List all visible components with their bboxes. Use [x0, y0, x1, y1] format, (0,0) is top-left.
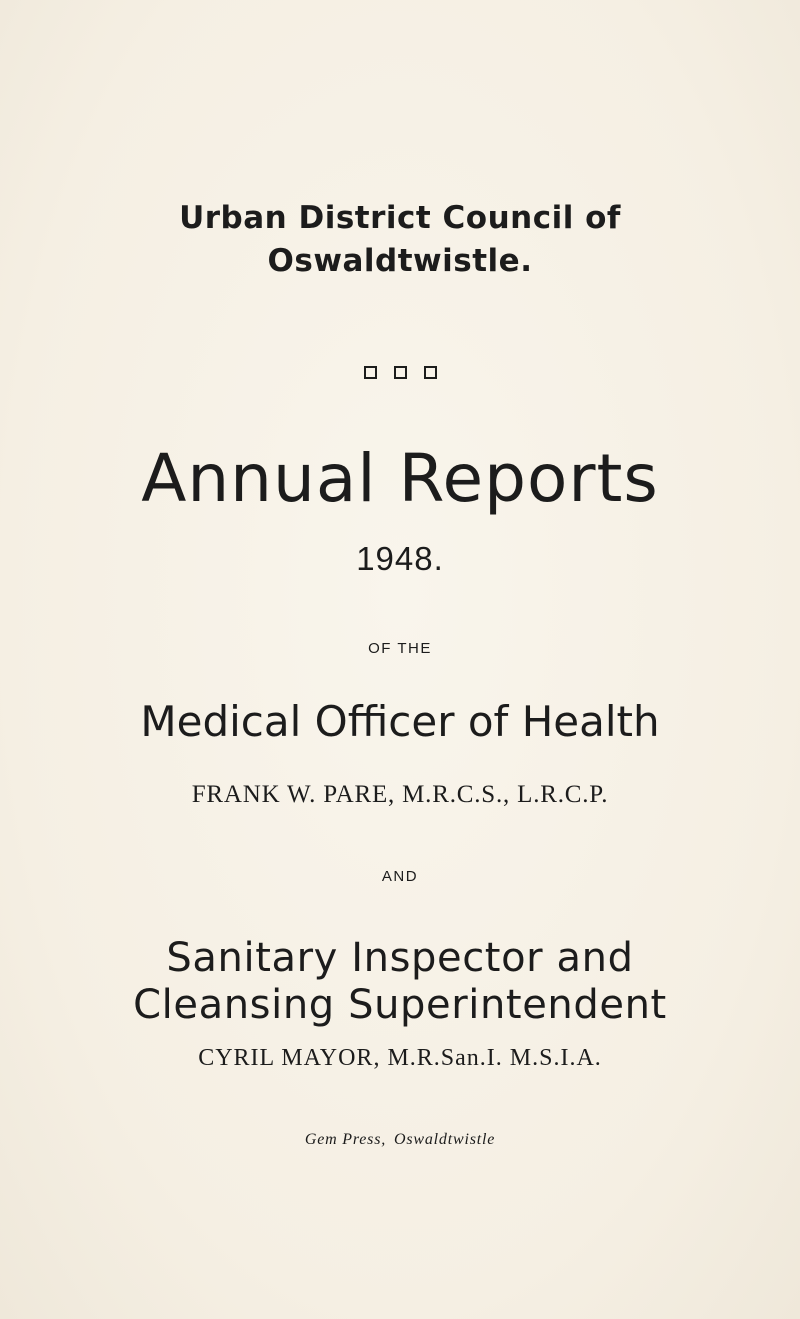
sanitary-title-line1: Sanitary Inspector and [166, 935, 634, 981]
printer-place: Oswaldtwistle [394, 1131, 496, 1148]
medical-officer-title: Medical Officer of Health [140, 697, 660, 746]
medical-officer-name: FRANK W. PARE, M.R.C.S., L.R.C.P. [191, 781, 609, 808]
sanitary-inspector-name: CYRIL MAYOR, M.R.San.I. M.S.I.A. [198, 1045, 602, 1071]
council-name-line2: Oswaldtwistle. [267, 243, 533, 279]
square-icon [394, 366, 407, 379]
of-the-label: OF THE [368, 640, 432, 657]
council-name-line1: Urban District Council of [179, 200, 621, 236]
and-label: AND [381, 868, 419, 885]
square-icon [424, 366, 437, 379]
printer-name: Gem Press, [304, 1131, 387, 1148]
ornament-squares [0, 366, 800, 379]
report-year: 1948. [356, 540, 444, 577]
sanitary-title-line2: Cleansing Superintendent [133, 982, 667, 1028]
report-title: Annual Reports [141, 440, 659, 517]
square-icon [364, 366, 377, 379]
printer-imprint [0, 1131, 800, 1149]
